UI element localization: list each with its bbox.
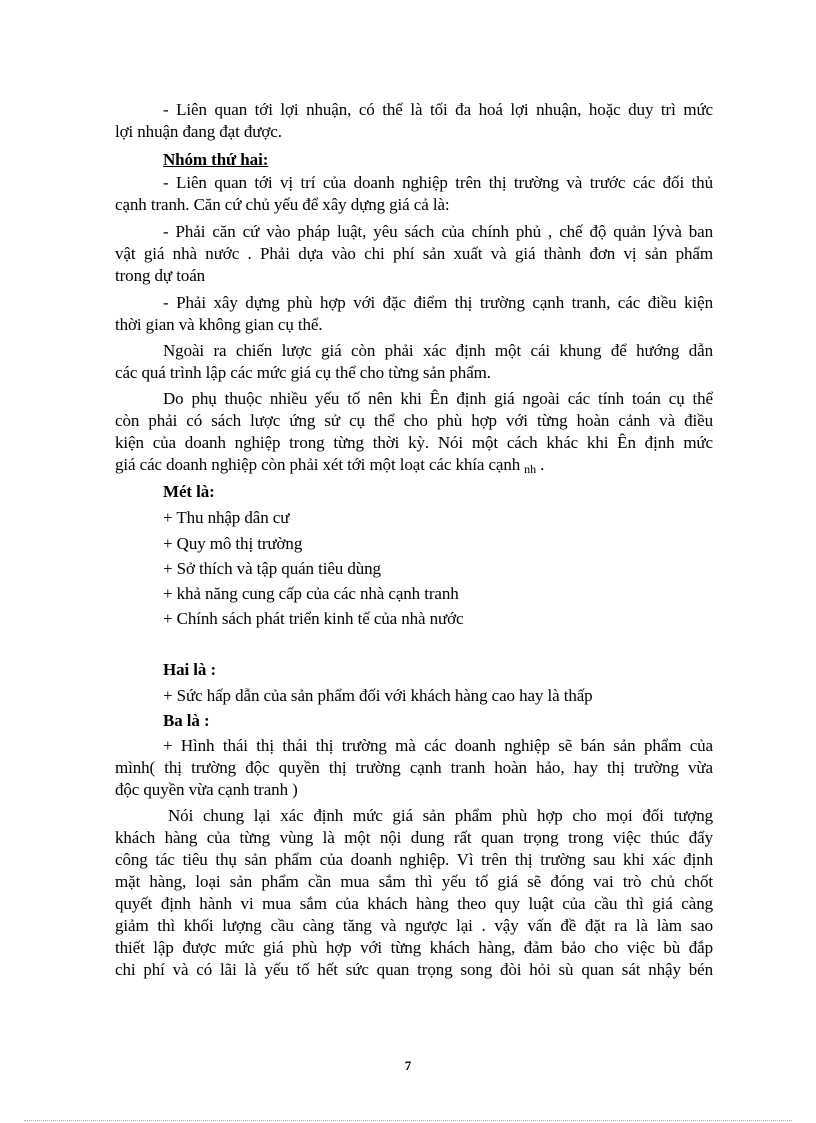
paragraph-line: thiết lập được mức giá phù hợp với từng khách hàng, đảm bảo cho việc bù đắp <box>115 938 713 957</box>
paragraph-line: chi phí và có lãi là yếu tố hết sức quan trọng song đòi hỏi sù quan sát nhậy bén <box>115 960 713 979</box>
paragraph-line: - Phải xây dựng phù hợp với đặc điểm thị trường cạnh tranh, các điều kiện <box>163 293 713 312</box>
paragraph-line: cạnh tranh. Căn cứ chủ yếu để xây dựng giá cả là: <box>115 195 450 214</box>
paragraph-line: mặt hàng, loại sản phẩm cần mua sắm thì yếu tố giá sẽ đóng vai trò chủ chốt <box>115 872 713 891</box>
paragraph-line: vật giá nhà nước . Phải dựa vào chi phí sản xuất và giá thành đơn vị sản phẩm <box>115 244 713 263</box>
list-heading-third: Ba là : <box>163 711 210 730</box>
paragraph-line: thời gian và không gian cụ thể. <box>115 315 323 334</box>
paragraph-line: các quá trình lập các mức giá cụ thể cho từng sản phẩm. <box>115 363 491 382</box>
paragraph-fragment: nh <box>524 462 536 476</box>
paragraph-line: khách hàng của từng vùng là một nội dung rất quan trọng trong việc thúc đẩy <box>115 828 713 847</box>
list-item: + Quy mô thị trường <box>163 534 303 553</box>
list-item: + Sở thích và tập quán tiêu dùng <box>163 559 381 578</box>
paragraph-line: - Phải căn cứ vào pháp luật, yêu sách của chính phủ , chế độ quản lývà ban <box>163 222 713 241</box>
paragraph-line: còn phải có sách lược ứng sử cụ thể cho phù hợp với từng hoàn cảnh và điều <box>115 411 713 430</box>
paragraph-line: mình( thị trường độc quyền thị trường cạnh tranh hoàn hảo, hay thị trường vừa <box>115 758 713 777</box>
list-item: + Chính sách phát triển kinh tế của nhà nước <box>163 609 464 628</box>
paragraph-fragment: . <box>540 455 545 474</box>
paragraph-line: lợi nhuận đang đạt được. <box>115 122 282 141</box>
paragraph-line: Nói chung lại xác định mức giá sản phẩm phù hợp cho mọi đối tượng <box>168 806 713 825</box>
paragraph-line: công tác tiêu thụ sản phẩm của doanh nghiệp. Vì trên thị trường sau khi xác định <box>115 850 713 869</box>
paragraph-line <box>115 454 544 480</box>
paragraph-line: - Liên quan tới lợi nhuận, có thể là tối đa hoá lợi nhuận, hoặc duy trì mức <box>163 100 713 119</box>
page-number: 7 <box>404 1058 412 1073</box>
section-heading-group-two: Nhóm thứ hai: <box>163 150 269 169</box>
paragraph-line: kiện của doanh nghiệp trong từng thời kỳ. Nói một cách khác khi Ên định mức <box>115 433 713 452</box>
list-heading-first: Mét là: <box>163 482 215 501</box>
paragraph-line: giảm thì khối lượng cầu càng tăng và ngược lại . vậy vấn đề đặt ra là làm sao <box>115 916 713 935</box>
paragraph-line: + Hình thái thị thái thị trường mà các doanh nghiệp sẽ bán sản phẩm của <box>163 736 713 755</box>
paragraph-text: giá các doanh nghiệp còn phải xét tới một loạt các khía cạnh <box>115 455 521 474</box>
paragraph-line: - Liên quan tới vị trí của doanh nghiệp trên thị trường và trước các đối thủ <box>163 173 713 192</box>
list-item: + khả năng cung cấp của các nhà cạnh tranh <box>163 584 459 603</box>
list-item: + Sức hấp dẫn của sản phẩm đối với khách hàng cao hay là thấp <box>163 686 593 705</box>
paragraph-line: quyết định hành vi mua sắm của khách hàng theo quy luật của cầu thì giá càng <box>115 894 713 913</box>
list-item: + Thu nhập dân cư <box>163 508 290 527</box>
footer-divider <box>24 1120 792 1121</box>
paragraph-line: độc quyền vừa cạnh tranh ) <box>115 780 298 799</box>
paragraph-line: Do phụ thuộc nhiều yếu tố nên khi Ên định giá ngoài các tính toán cụ thể <box>163 389 713 408</box>
paragraph-line: trong dự toán <box>115 266 206 285</box>
list-heading-second: Hai là : <box>163 660 217 679</box>
paragraph-line: Ngoài ra chiến lược giá còn phải xác định một cái khung để hướng dẫn <box>163 341 713 360</box>
